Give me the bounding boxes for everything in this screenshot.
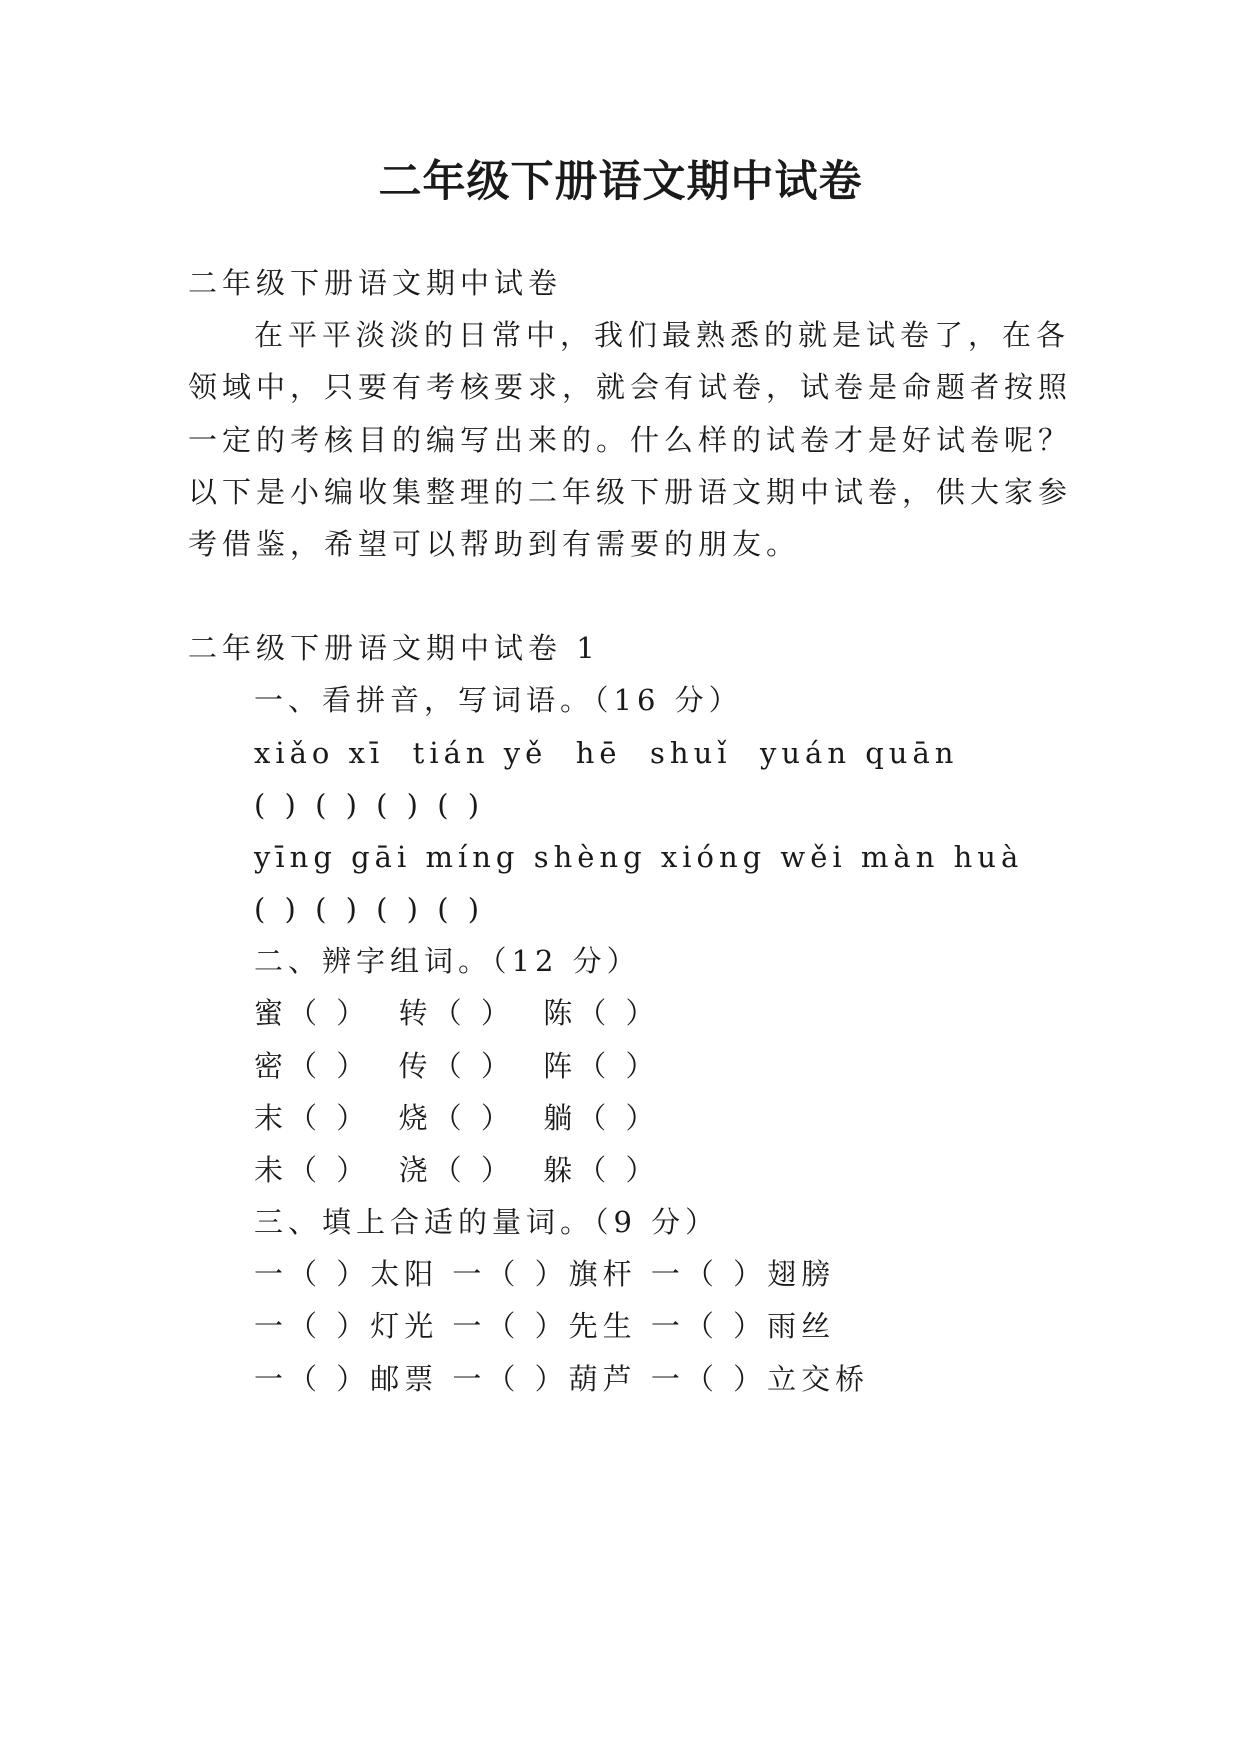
q3-heading: 三、填上合适的量词。（9 分） [254, 1205, 720, 1239]
q1-blanks-row-1: ( ) ( ) ( ) ( ) [254, 788, 485, 822]
intro-line-5: 考借鉴，希望可以帮助到有需要的朋友。 [188, 527, 801, 561]
q2-row-1: 蜜（ ） 转（ ） 陈（ ） [254, 996, 660, 1030]
intro-line-2: 领域中，只要有考核要求，就会有试卷，试卷是命题者按照 [188, 370, 1073, 404]
q1-blanks-row-2: ( ) ( ) ( ) ( ) [254, 892, 485, 926]
section-title: 二年级下册语文期中试卷 1 [188, 631, 600, 665]
intro-line-3: 一定的考核目的编写出来的。什么样的试卷才是好试卷呢？ [188, 423, 1073, 457]
q1-pinyin-row-1: xiǎo xī tián yě hē shuǐ yuán quān [254, 736, 959, 770]
q2-heading: 二、辨字组词。（12 分） [254, 944, 641, 978]
q2-row-2: 密（ ） 传（ ） 阵（ ） [254, 1049, 660, 1083]
q3-row-2: 一（ ）灯光 一（ ）先生 一（ ）雨丝 [254, 1309, 836, 1343]
q2-row-3: 末（ ） 烧（ ） 躺（ ） [254, 1101, 660, 1135]
intro-line-4: 以下是小编收集整理的二年级下册语文期中试卷，供大家参 [188, 475, 1073, 509]
subtitle: 二年级下册语文期中试卷 [188, 266, 563, 300]
document-title: 二年级下册语文期中试卷 [378, 157, 863, 207]
q3-row-3: 一（ ）邮票 一（ ）葫芦 一（ ）立交桥 [254, 1362, 870, 1396]
q1-heading: 一、看拼音，写词语。（16 分） [254, 683, 743, 717]
q1-pinyin-row-2: yīng gāi míng shèng xióng wěi màn huà [254, 840, 1024, 874]
q2-row-4: 未（ ） 浇（ ） 躲（ ） [254, 1153, 660, 1187]
intro-line-1: 在平平淡淡的日常中，我们最熟悉的就是试卷了，在各 [254, 318, 1071, 352]
q3-row-1: 一（ ）太阳 一（ ）旗杆 一（ ）翅膀 [254, 1257, 836, 1291]
